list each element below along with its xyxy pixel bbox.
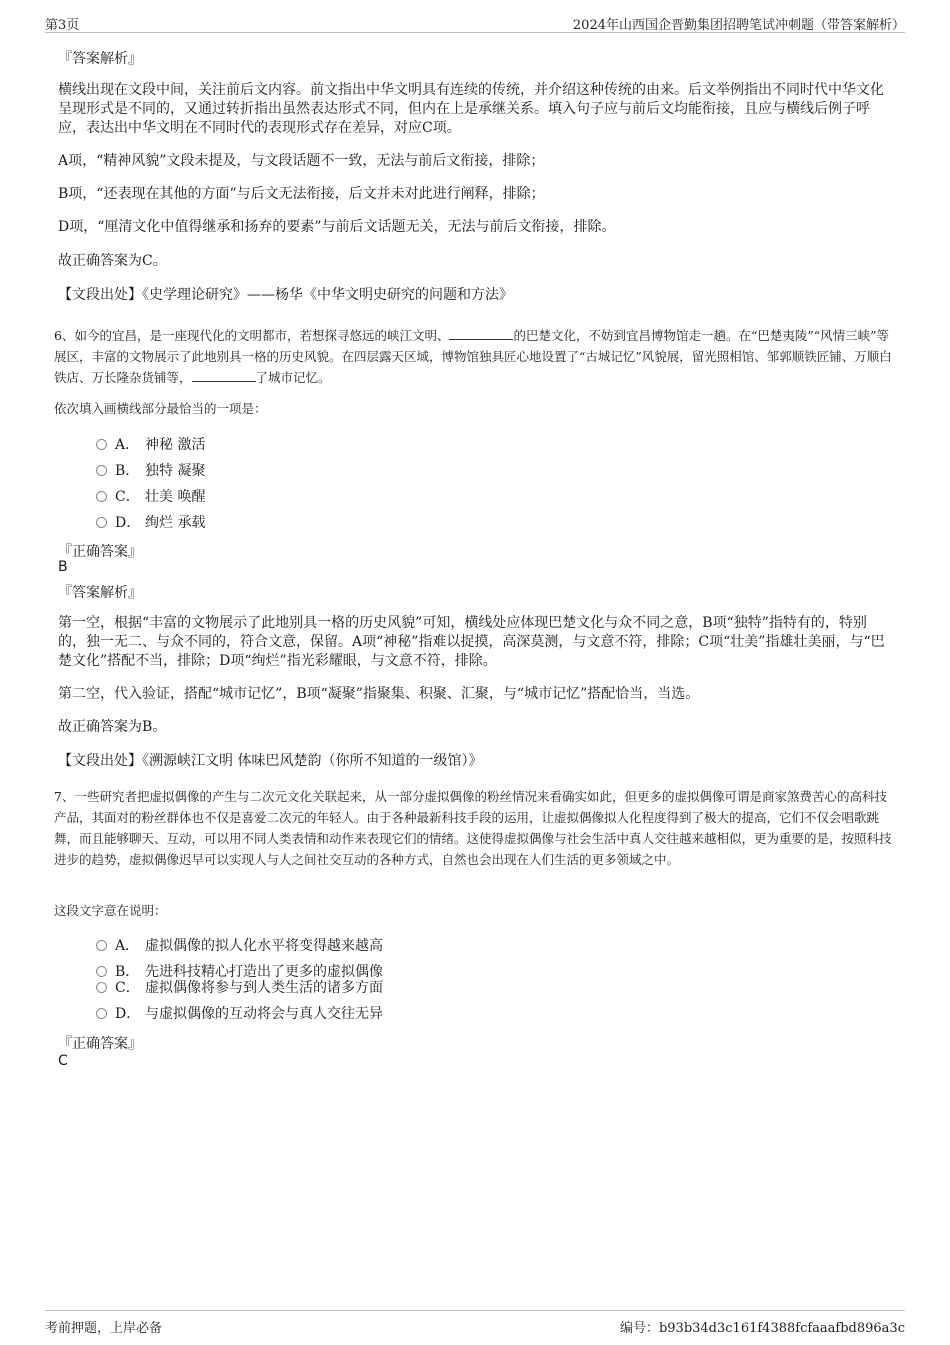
- q7-correct-tag: 『正确答案』: [58, 1036, 142, 1052]
- blank-1: [449, 327, 513, 340]
- radio-icon[interactable]: [96, 940, 107, 951]
- option-b-note: B项，“还表现在其他的方面”与后文无法衔接，后文并未对此进行阐释，排除；: [58, 186, 545, 202]
- q6-conclusion: 故正确答案为B。: [58, 719, 167, 735]
- document-serial: 编号：b93b34d3c161f4388fcfaaafbd896a3c: [619, 1321, 905, 1336]
- question-6-text: 6、如今的宜昌，是一座现代化的文明都市，若想探寻悠远的峡江文明、 的巴楚文化，不妨到宜昌博物馆走一趟。在“巴楚夷陵”“风情三峡”等展区，丰富的文物展示了此地别具一格的历史风貌。在四层露天区域，博物馆独具匠心地设置了“古城记忆”风貌展，留光照相馆、邹郭顺铁匠铺、万顺白铁店、万长隆杂货铺等， 了城市记忆。: [54, 328, 892, 385]
- radio-icon[interactable]: [96, 465, 107, 476]
- analysis-paragraph: 横线出现在文段中间，关注前后文内容。前文指出中华文明具有连续的传统，并介绍这种传统的由来。后文举例指出不同时代中华文化呈现形式是不同的，又通过转折指出虽然表达形式不同，但内在上是承继关系。填入句子应与前后文均能衔接，且应与横线后例子呼应，表达出中华文明在不同时代的表现形式存在差异，对应C项。: [58, 82, 884, 136]
- q6-source: 【文段出处】《溯源峡江文明 体味巴风楚韵（你所不知道的一级馆）》: [58, 753, 483, 769]
- radio-icon[interactable]: [96, 1008, 107, 1019]
- q6-analysis-1: 第一空，根据“丰富的文物展示了此地别具一格的历史风貌”可知，横线处应体现巴楚文化与众不同之意，B项“独特”指特有的，特别的，独一无二、与众不同的，符合文意，保留。A项“神秘”指难以捉摸，高深莫测，与文意不符，排除；C项“壮美”指雄壮美丽，与“巴楚文化”搭配不当，排除；D项“绚烂”指光彩耀眼，与文意不符，排除。: [58, 615, 885, 669]
- q6-option-c[interactable]: C． 壮美 唤醒: [96, 487, 205, 507]
- question-6-prompt: 依次填入画横线部分最恰当的一项是：: [54, 401, 267, 416]
- radio-icon[interactable]: [96, 491, 107, 502]
- question-7-prompt: 这段文字意在说明：: [54, 903, 167, 918]
- q6-option-d[interactable]: D． 绚烂 承载: [96, 513, 205, 533]
- conclusion: 故正确答案为C。: [58, 253, 167, 269]
- page-footer: [45, 1310, 905, 1341]
- option-d-note: D项，“厘清文化中值得继承和扬弃的要素”与前后文话题无关，无法与前后文衔接，排除。: [58, 219, 616, 235]
- q6-analysis-tag: 『答案解析』: [58, 585, 142, 601]
- q6-option-b[interactable]: B． 独特 凝聚: [96, 461, 205, 481]
- q7-option-a[interactable]: A． 虚拟偶像的拟人化水平将变得越来越高: [96, 936, 383, 956]
- q7-correct-answer: C: [58, 1053, 68, 1069]
- q7-option-b[interactable]: B． 先进科技精心打造出了更多的虚拟偶像: [96, 962, 383, 982]
- blank-2: [192, 369, 256, 382]
- question-7-text: 7、一些研究者把虚拟偶像的产生与二次元文化关联起来，从一部分虚拟偶像的粉丝情况来看确实如此，但更多的虚拟偶像可谓是商家煞费苦心的高科技产品，其面对的粉丝群体也不仅是喜爱二次元的年轻人。由于各种最新科技手段的运用，让虚拟偶像拟人化程度得到了极大的提高，它们不仅会唱歌跳舞，而且能够聊天、互动，可以用不同人类表情和动作来表现它们的情绪。这使得虚拟偶像与社会生活中真人交往越来越相似，更为重要的是，按照科技进步的趋势，虚拟偶像迟早可以实现人与人之间社交互动的各种方式，自然也会出现在人们生活的更多领域之中。: [54, 789, 892, 867]
- q7-option-d[interactable]: D． 与虚拟偶像的互动将会与真人交往无异: [96, 1004, 383, 1024]
- q6-analysis-2: 第二空，代入验证，搭配“城市记忆”，B项“凝聚”指聚集、积聚、汇聚，与“城市记忆”搭配恰当，当选。: [58, 686, 700, 702]
- radio-icon[interactable]: [96, 439, 107, 450]
- document-title: 2024年山西国企晋勤集团招聘笔试冲刺题（带答案解析）: [572, 18, 905, 33]
- analysis-tag: 『答案解析』: [58, 51, 142, 67]
- page-number: 第3页: [45, 18, 80, 33]
- source-citation: 【文段出处】《史学理论研究》——杨华《中华文明史研究的问题和方法》: [58, 287, 513, 303]
- footer-slogan: 考前押题，上岸必备: [45, 1321, 163, 1336]
- option-a-note: A项，“精神风貌”文段未提及，与文段话题不一致，无法与前后文衔接，排除；: [58, 153, 545, 169]
- radio-icon[interactable]: [96, 966, 107, 977]
- q6-option-a[interactable]: A． 神秘 激活: [96, 435, 205, 455]
- q6-correct-tag: 『正确答案』: [58, 544, 142, 560]
- q6-correct-answer: B: [58, 559, 68, 575]
- radio-icon[interactable]: [96, 982, 107, 993]
- page-header: [45, 12, 905, 33]
- q7-option-c[interactable]: C． 虚拟偶像将参与到人类生活的诸多方面: [96, 978, 383, 998]
- radio-icon[interactable]: [96, 517, 107, 528]
